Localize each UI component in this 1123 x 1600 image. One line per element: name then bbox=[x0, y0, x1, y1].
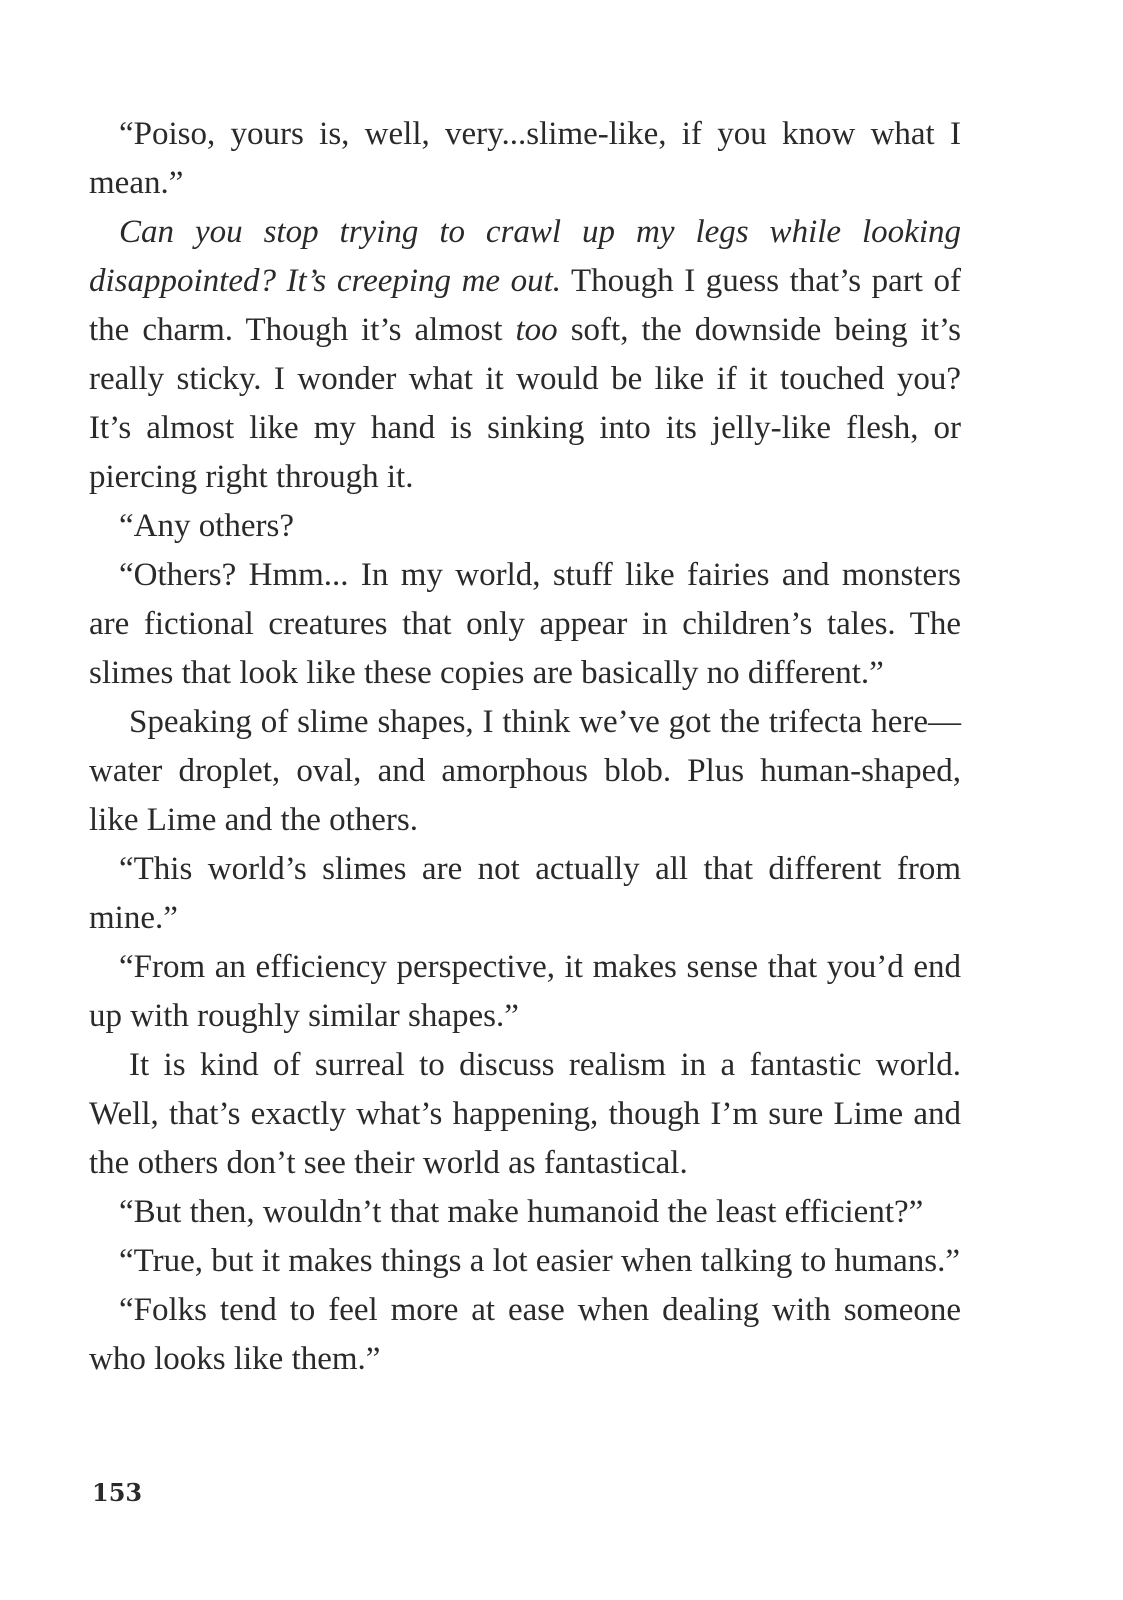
paragraph-3: “Any others? bbox=[119, 508, 295, 544]
paragraph-8: It is kind of surreal to discuss realism in a fantastic world. Well, that’s exactly what’s happening, though I’m sure Lime and the others don’t see their world as fantastical. bbox=[89, 1047, 961, 1181]
paragraph-10: “True, but it makes things a lot easier when talking to humans.” bbox=[119, 1243, 961, 1279]
inner-thought-italic: Can you stop trying to crawl up my legs while looking disappointed? It’s creeping me out. bbox=[89, 214, 961, 299]
body-text bbox=[89, 110, 961, 1384]
paragraph-2-text-b: soft, the downside being it’s really sticky. I wonder what it would be like if it touched you? It’s almost like my hand is sinking into its jelly-like flesh, or piercing right through it. bbox=[89, 312, 961, 495]
page-number: 153 bbox=[92, 1478, 143, 1507]
paragraph-5: Speaking of slime shapes, I think we’ve got the trifecta here—water droplet, oval, and amorphous blob. Plus human-shaped, like Lime and the others. bbox=[89, 704, 961, 838]
paragraph-4: “Others? Hmm... In my world, stuff like fairies and monsters are fictional creatures that only appear in children’s tales. The slimes that look like these copies are basically no different.” bbox=[89, 557, 961, 691]
paragraph-6: “This world’s slimes are not actually all that different from mine.” bbox=[89, 851, 961, 936]
paragraph-7: “From an efficiency perspective, it makes sense that you’d end up with roughly similar shapes.” bbox=[89, 949, 961, 1034]
paragraph-2 bbox=[89, 208, 961, 502]
paragraph-1: “Poiso, yours is, well, very...slime-like, if you know what I mean.” bbox=[89, 116, 961, 201]
emphasis-too: too bbox=[515, 312, 558, 348]
paragraph-9: “But then, wouldn’t that make humanoid the least efficient?” bbox=[119, 1194, 924, 1230]
paragraph-2-text-a: Though I guess that’s part of the charm. Though it’s almost bbox=[89, 263, 961, 348]
paragraph-11: “Folks tend to feel more at ease when dealing with someone who looks like them.” bbox=[89, 1292, 961, 1377]
